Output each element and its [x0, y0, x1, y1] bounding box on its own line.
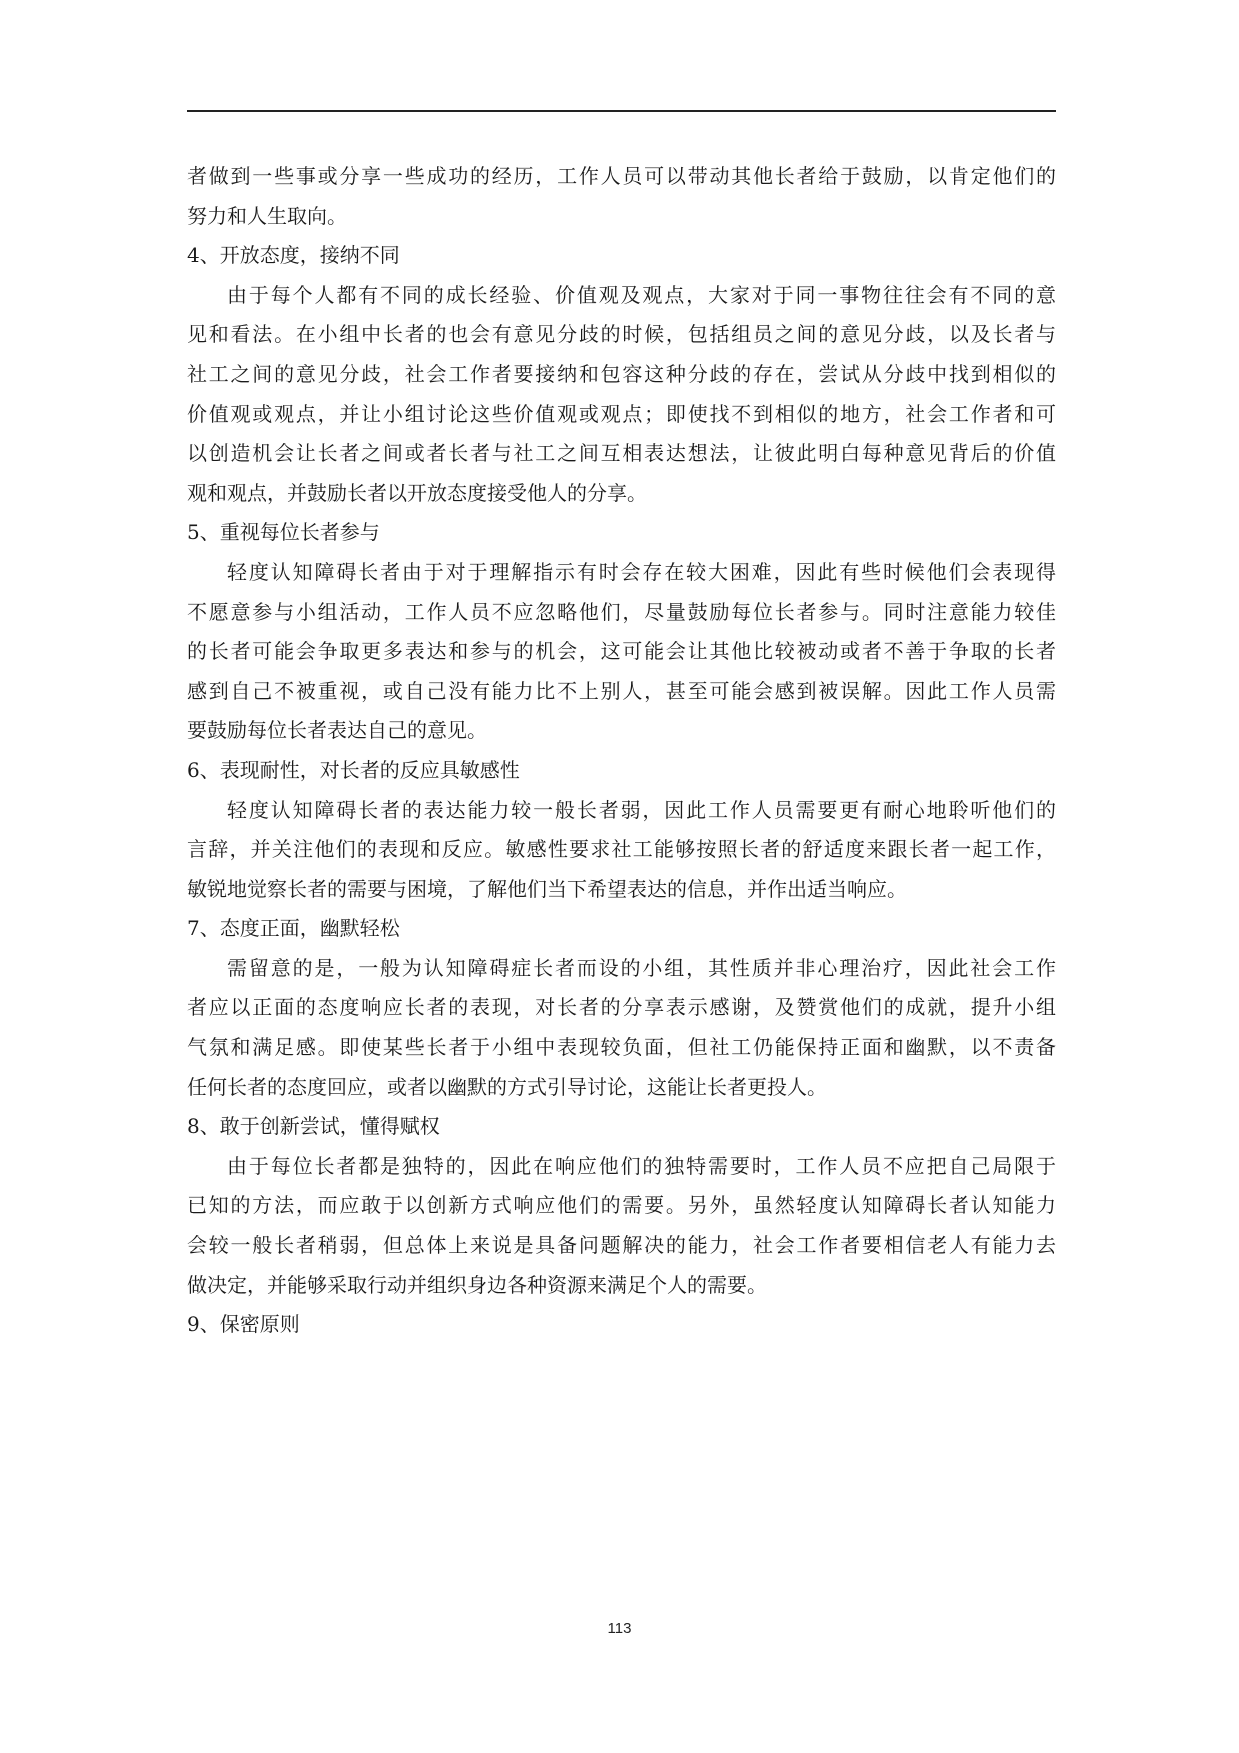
- section-heading-4: 4、开放态度，接纳不同: [187, 243, 400, 268]
- paragraph-section-4: [187, 276, 1056, 514]
- text-line: 努力和人生取向。: [187, 203, 347, 228]
- text-line: 者应以正面的态度响应长者的表现，对长者的分享表示感谢，及赞赏他们的成就，提升小组: [187, 995, 1056, 1020]
- text-line: 社工之间的意见分歧，社会工作者要接纳和包容这种分歧的存在，尝试从分歧中找到相似的: [187, 361, 1056, 386]
- section-heading-8: 8、敢于创新尝试，懂得赋权: [187, 1114, 440, 1139]
- text-line: 见和看法。在小组中长者的也会有意见分歧的时候，包括组员之间的意见分歧，以及长者与: [187, 322, 1056, 347]
- page-number: 113: [607, 1620, 632, 1637]
- text-line: 观和观点，并鼓励长者以开放态度接受他人的分享。: [187, 480, 647, 505]
- text-line: 要鼓励每位长者表达自己的意见。: [187, 718, 487, 743]
- page-body: [187, 157, 1056, 1345]
- text-line: 任何长者的态度回应，或者以幽默的方式引导讨论，这能让长者更投人。: [187, 1074, 827, 1099]
- text-line: 会较一般长者稍弱，但总体上来说是具备问题解决的能力，社会工作者要相信老人有能力去: [187, 1233, 1056, 1258]
- section-heading-7: 7、态度正面，幽默轻松: [187, 916, 400, 941]
- text-line: 价值观或观点，并让小组讨论这些价值观或观点；即使找不到相似的地方，社会工作者和可: [187, 401, 1056, 426]
- text-line: 敏锐地觉察长者的需要与困境，了解他们当下希望表达的信息，并作出适当响应。: [187, 876, 907, 901]
- paragraph-continuation: [187, 157, 1056, 236]
- paragraph-section-8: [187, 1147, 1056, 1305]
- text-line: 已知的方法，而应敢于以创新方式响应他们的需要。另外，虽然轻度认知障碍长者认知能力: [187, 1193, 1056, 1218]
- header-rule: [187, 110, 1056, 112]
- text-line: 由于每个人都有不同的成长经验、价值观及观点，大家对于同一事物往往会有不同的意: [227, 282, 1056, 307]
- text-line: 轻度认知障碍长者的表达能力较一般长者弱，因此工作人员需要更有耐心地聆听他们的: [227, 797, 1056, 822]
- section-heading-5: 5、重视每位长者参与: [187, 520, 380, 545]
- text-line: 感到自己不被重视，或自己没有能力比不上别人，甚至可能会感到被误解。因此工作人员需: [187, 678, 1056, 703]
- paragraph-section-7: [187, 949, 1056, 1107]
- text-line: 由于每位长者都是独特的，因此在响应他们的独特需要时，工作人员不应把自己局限于: [227, 1153, 1056, 1178]
- text-line: 言辞，并关注他们的表现和反应。敏感性要求社工能够按照长者的舒适度来跟长者一起工作，: [187, 837, 1056, 862]
- text-line: 不愿意参与小组活动，工作人员不应忽略他们，尽量鼓励每位长者参与。同时注意能力较佳: [187, 599, 1056, 624]
- text-line: 轻度认知障碍长者由于对于理解指示有时会存在较大困难，因此有些时候他们会表现得: [227, 559, 1056, 584]
- section-heading-9: 9、保密原则: [187, 1312, 300, 1337]
- section-heading-6: 6、表现耐性，对长者的反应具敏感性: [187, 757, 520, 782]
- text-line: 需留意的是，一般为认知障碍症长者而设的小组，其性质并非心理治疗，因此社会工作: [227, 955, 1056, 980]
- paragraph-section-5: [187, 553, 1056, 751]
- text-line: 者做到一些事或分享一些成功的经历，工作人员可以带动其他长者给于鼓励，以肯定他们的: [187, 164, 1056, 188]
- paragraph-section-6: [187, 791, 1056, 910]
- text-line: 的长者可能会争取更多表达和参与的机会，这可能会让其他比较被动或者不善于争取的长者: [187, 639, 1056, 664]
- text-line: 以创造机会让长者之间或者长者与社工之间互相表达想法，让彼此明白每种意见背后的价值: [187, 441, 1056, 466]
- text-line: 气氛和满足感。即使某些长者于小组中表现较负面，但社工仍能保持正面和幽默，以不责备: [187, 1035, 1056, 1060]
- text-line: 做决定，并能够采取行动并组织身边各种资源来满足个人的需要。: [187, 1272, 767, 1297]
